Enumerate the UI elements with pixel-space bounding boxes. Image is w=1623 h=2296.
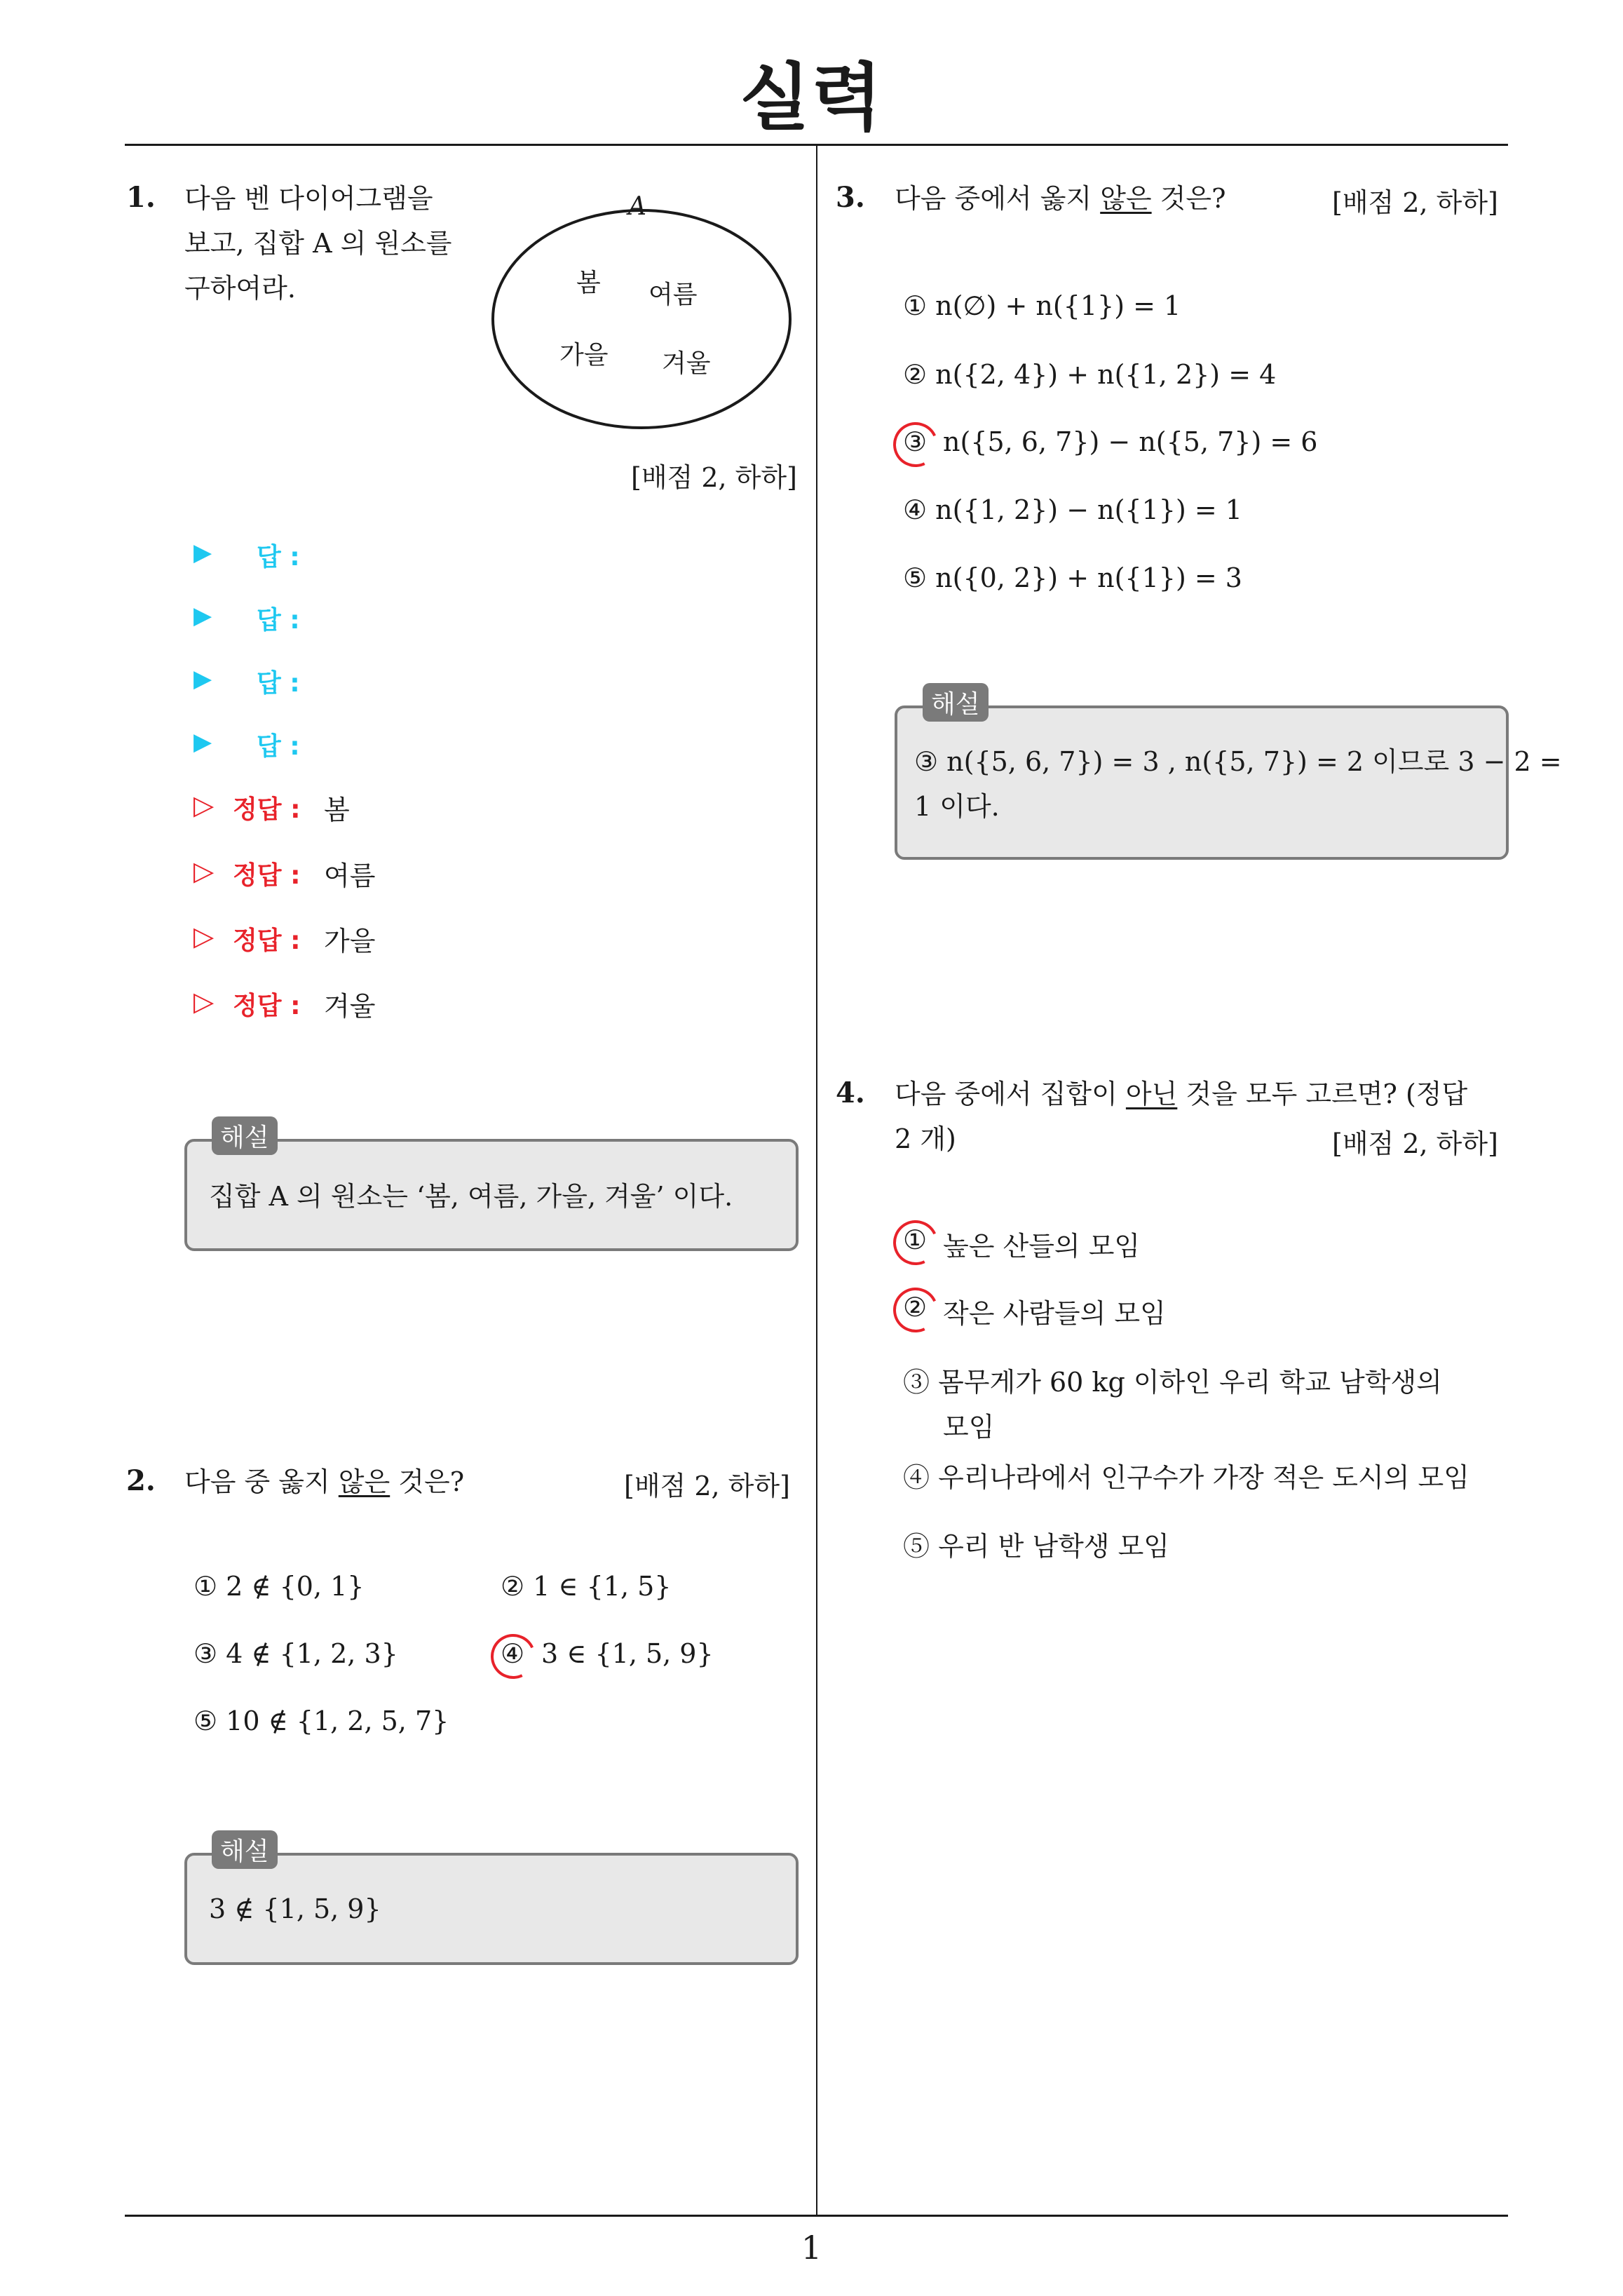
explanation-tag: 해설 — [212, 1116, 278, 1155]
q4-choice-5: ⑤ 우리 반 남학생 모임 — [903, 1531, 1169, 1562]
q3-question — [895, 177, 1226, 220]
correct-label: 정답 : — [233, 795, 301, 824]
q1-text-line3: 구하여라. — [184, 273, 296, 304]
q2-choice-4: 3 ∈ {1, 5, 9} — [541, 1638, 714, 1669]
answer-label: 답 : — [257, 606, 300, 635]
q2-text-before: 다음 중 옳지 — [184, 1466, 339, 1497]
q4-choice-2: 작은 사람들의 모임 — [943, 1298, 1166, 1329]
q3-choice-4: ④ n({1, 2}) − n({1}) = 1 — [903, 494, 1242, 525]
q3-choice-1: ① n(∅) + n({1}) = 1 — [903, 290, 1181, 321]
q4-choice-1-num: ① — [903, 1224, 928, 1255]
correct-value: 겨울 — [324, 991, 376, 1022]
q4-question — [895, 1072, 1467, 1116]
explanation-tag: 해설 — [212, 1830, 278, 1869]
q2-number: 2. — [126, 1464, 156, 1497]
q2-text-emphasis: 않은 — [338, 1466, 391, 1497]
venn-item-winter: 겨울 — [662, 349, 711, 378]
q4-choice-3: ③ 몸무게가 60 kg 이하인 우리 학교 남학생의 — [903, 1367, 1442, 1398]
answer-arrow-icon: ▶ — [193, 539, 212, 567]
q3-number: 3. — [836, 181, 865, 214]
q2-choice-1: ① 2 ∉ {0, 1} — [193, 1571, 365, 1602]
venn-ellipse — [493, 210, 790, 428]
explanation-tag: 해설 — [923, 683, 989, 722]
q4-choice-3-cont: 모임 — [943, 1412, 995, 1443]
q4-number: 4. — [836, 1076, 865, 1109]
correct-label: 정답 : — [233, 926, 301, 955]
q2-question — [184, 1460, 464, 1504]
q2-choice-4-num: ④ — [501, 1638, 525, 1669]
q2-choice-3: ③ 4 ∉ {1, 2, 3} — [193, 1638, 398, 1669]
q4-choice-1: 높은 산들의 모임 — [943, 1231, 1141, 1262]
q3-text-after: 것은? — [1151, 183, 1226, 214]
bottom-divider — [125, 2215, 1508, 2217]
q4-text-after: 것을 모두 고르면? (정답 — [1177, 1079, 1468, 1109]
correct-value: 여름 — [324, 860, 376, 891]
correct-arrow-icon: ▷ — [193, 986, 215, 1017]
q1-text-line2: 보고, 집합 A 의 원소를 — [184, 228, 452, 259]
q3-choice-2: ② n({2, 4}) + n({1, 2}) = 4 — [903, 359, 1277, 390]
answer-arrow-icon: ▶ — [193, 728, 212, 756]
q4-choice-2-num: ② — [903, 1292, 928, 1323]
answer-arrow-icon: ▶ — [193, 665, 212, 693]
q2-score: [배점 2, 하하] — [624, 1471, 790, 1501]
q4-choice-4: ④ 우리나라에서 인구수가 가장 적은 도시의 모임 — [903, 1462, 1469, 1493]
correct-value: 가을 — [324, 926, 376, 957]
q2-choice-2: ② 1 ∈ {1, 5} — [501, 1571, 672, 1602]
q3-choice-3: n({5, 6, 7}) − n({5, 7}) = 6 — [943, 426, 1318, 457]
q4-text-line2: 2 개) — [895, 1123, 956, 1154]
q3-score: [배점 2, 하하] — [1332, 187, 1498, 218]
q4-score: [배점 2, 하하] — [1332, 1128, 1498, 1159]
answer-label: 답 : — [257, 732, 300, 761]
q1-number: 1. — [126, 181, 156, 214]
column-divider — [816, 146, 817, 2215]
q3-choice-3-num: ③ — [903, 426, 928, 457]
correct-label: 정답 : — [233, 861, 301, 890]
page-number: 1 — [801, 2229, 822, 2267]
correct-arrow-icon: ▷ — [193, 790, 215, 821]
q3-choice-5: ⑤ n({0, 2}) + n({1}) = 3 — [903, 562, 1242, 593]
q3-explanation-line2: 1 이다. — [914, 791, 1000, 822]
venn-set-label: A — [628, 192, 646, 221]
q3-text-emphasis: 않은 — [1100, 183, 1152, 214]
q4-text-before: 다음 중에서 집합이 — [895, 1079, 1126, 1109]
venn-item-spring: 봄 — [576, 269, 601, 297]
page-title: 실력 — [740, 55, 883, 140]
q3-explanation-line1: ③ n({5, 6, 7}) = 3 , n({5, 7}) = 2 이므로 3 − 2 = — [914, 746, 1562, 777]
q2-explanation-text: 3 ∉ {1, 5, 9} — [209, 1893, 381, 1924]
correct-arrow-icon: ▷ — [193, 856, 215, 886]
answer-label: 답 : — [257, 543, 300, 572]
answer-arrow-icon: ▶ — [193, 602, 212, 630]
correct-label: 정답 : — [233, 992, 301, 1020]
q1-score: [배점 2, 하하] — [631, 462, 797, 493]
q1-explanation-text: 집합 A 의 원소는 ‘봄, 여름, 가을, 겨울’ 이다. — [209, 1181, 733, 1212]
q2-text-after: 것은? — [390, 1466, 465, 1497]
q3-text-before: 다음 중에서 옳지 — [895, 183, 1101, 214]
q2-choice-5: ⑤ 10 ∉ {1, 2, 5, 7} — [193, 1706, 449, 1736]
answer-label: 답 : — [257, 669, 300, 698]
correct-arrow-icon: ▷ — [193, 921, 215, 952]
q4-text-emphasis: 아닌 — [1125, 1079, 1178, 1109]
venn-item-autumn: 가을 — [559, 341, 609, 370]
venn-diagram — [484, 189, 799, 449]
correct-value: 봄 — [324, 795, 350, 825]
venn-item-summer: 여름 — [648, 281, 698, 309]
q1-text-line1: 다음 벤 다이어그램을 — [184, 183, 433, 214]
